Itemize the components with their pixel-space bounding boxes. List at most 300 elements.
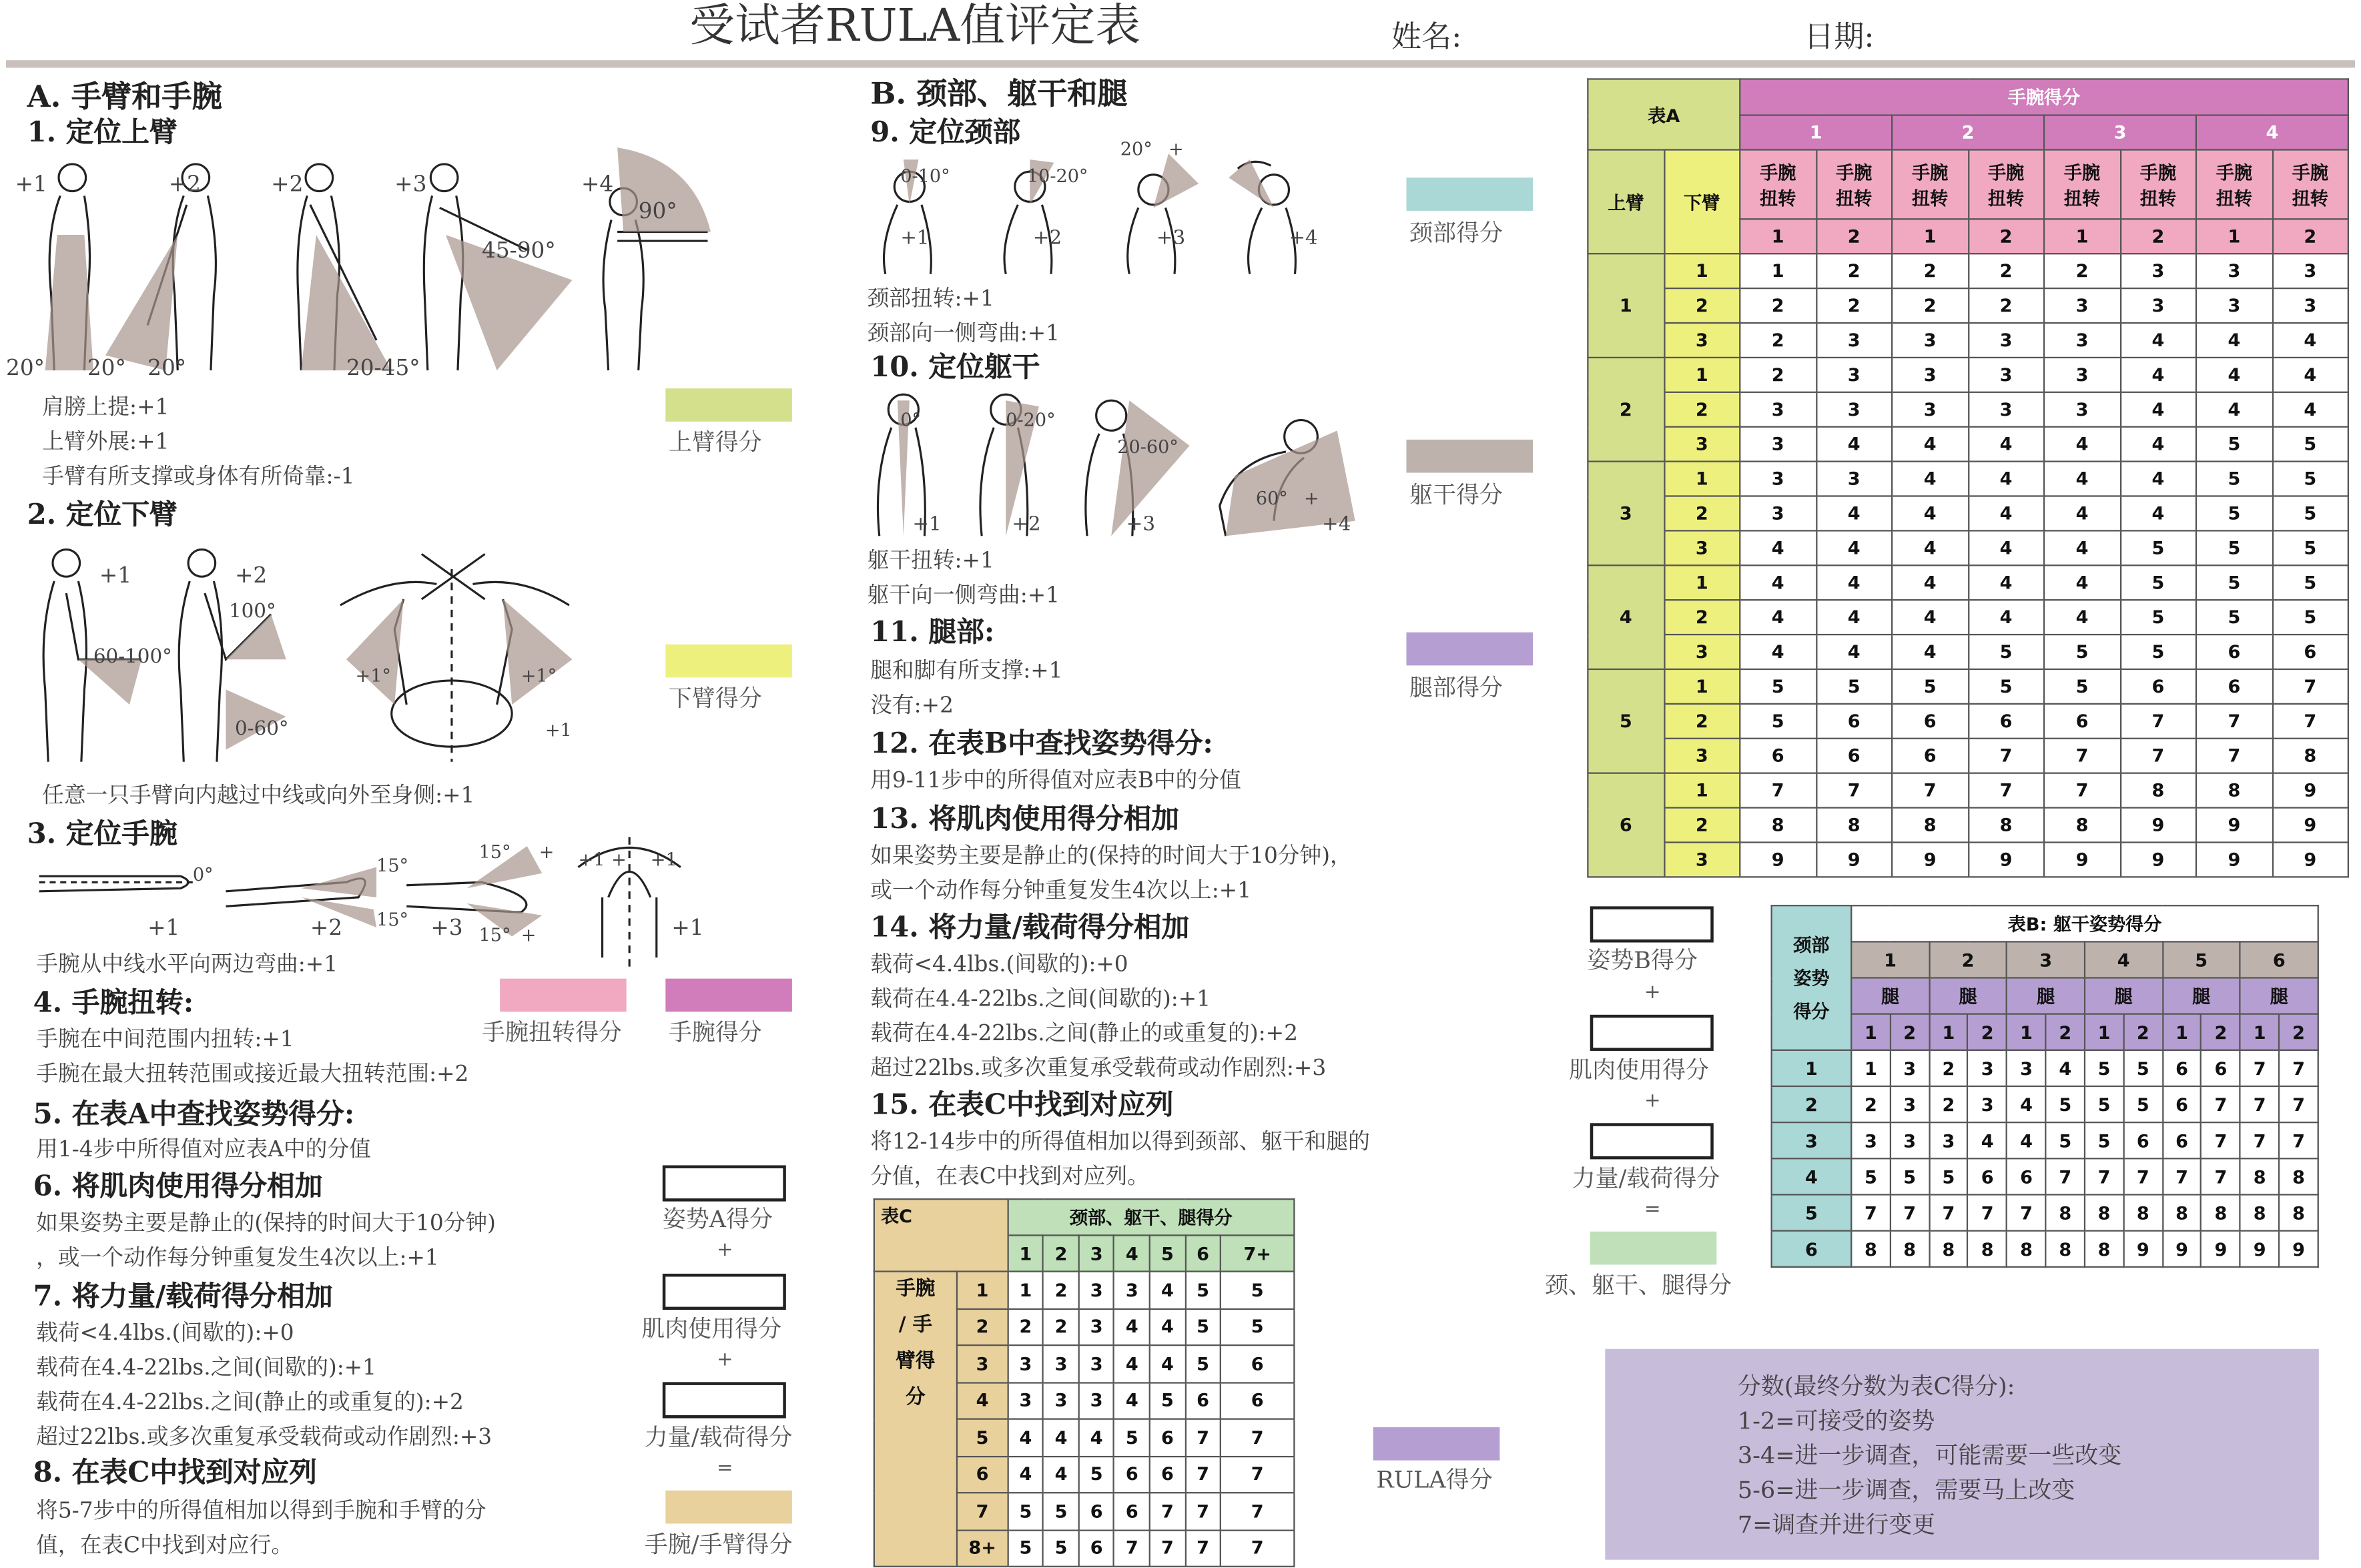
force-b-score-box[interactable] [1590, 1123, 1714, 1159]
neck-trunk-leg-score-label: 颈、躯干、腿得分 [1545, 1272, 1732, 1300]
calc-b-plus-1: + [1644, 982, 1661, 1005]
twist-line-1: 手腕 [2139, 161, 2177, 183]
table-c-title: 表C [874, 1199, 1008, 1271]
table-b-cell: 7 [1968, 1194, 2007, 1230]
posture-b-score-label: 姿势B得分 [1587, 947, 1698, 974]
table-b-cell: 7 [2240, 1122, 2279, 1158]
table-b-cell: 7 [2162, 1158, 2201, 1194]
table-b-neck-value: 4 [1772, 1158, 1852, 1194]
table-b-cell: 1 [1851, 1050, 1890, 1086]
posture-b-score-box[interactable] [1590, 906, 1714, 942]
wrist-plus-3: + [611, 849, 627, 871]
table-a [1587, 78, 2349, 877]
table-b-leg-col: 2 [1891, 1014, 1929, 1050]
table-a-lower-arm-value: 1 [1664, 254, 1740, 288]
table-a-twist-header [1816, 150, 1892, 220]
table-b-cell: 3 [1968, 1086, 2007, 1122]
table-a-cell: 2 [1892, 288, 1968, 323]
step15-note-2: 分值，在表C中找到对应列。 [870, 1165, 1149, 1190]
table-b-cell: 6 [2007, 1158, 2045, 1194]
leg-note-1: 腿和脚有所支撑:+1 [870, 659, 1063, 684]
table-c-cell: 4 [1150, 1345, 1185, 1382]
table-a-cell: 3 [1740, 496, 1816, 530]
table-b-cell: 7 [2279, 1122, 2318, 1158]
table-a-cell: 3 [2196, 254, 2272, 288]
step5-note: 用1-4步中所得值对应表A中的分值 [36, 1138, 371, 1162]
table-b-cell: 5 [2123, 1050, 2162, 1086]
table-c-cell: 5 [1079, 1456, 1114, 1493]
table-a-cell: 8 [2196, 773, 2272, 808]
table-a-cell: 4 [1968, 565, 2044, 600]
trunk-score-2: +2 [1012, 513, 1041, 536]
table-a-cell: 3 [2120, 254, 2196, 288]
table-b-leg-col: 1 [1929, 1014, 1968, 1050]
table-a-cell: 9 [1816, 842, 1892, 877]
table-a-cell: 5 [2196, 496, 2272, 530]
step14-note-1: 载荷<4.4lbs.(间歇的):+0 [870, 953, 1128, 977]
table-a-cell: 7 [2196, 704, 2272, 739]
table-a-cell: 3 [2044, 358, 2120, 392]
force-b-score-label: 力量/载荷得分 [1572, 1165, 1720, 1193]
table-a-cell: 5 [2044, 635, 2120, 669]
table-a-cell: 7 [1968, 739, 2044, 773]
table-c-cell: 5 [1008, 1493, 1043, 1529]
table-c-header: 颈部、躯干、腿得分 [1008, 1199, 1294, 1235]
table-c-cell: 4 [1008, 1419, 1043, 1456]
calc-a-plus-1: + [717, 1239, 733, 1262]
table-a-twist-header [2120, 150, 2196, 220]
table-a-cell: 7 [2044, 739, 2120, 773]
table-a-lower-arm-value: 2 [1664, 496, 1740, 530]
table-a-upper-arm-value: 5 [1588, 669, 1664, 773]
table-a-cell: 5 [2272, 496, 2348, 530]
table-a-twist-header [1968, 150, 2044, 220]
table-b-trunk-col: 6 [2240, 941, 2318, 977]
step6-note-2: ，或一个动作每分钟重复发生4次以上:+1 [36, 1246, 439, 1271]
table-c-col: 5 [1150, 1235, 1185, 1271]
table-a-cell: 6 [1816, 704, 1892, 739]
table-a-cell: 6 [2196, 669, 2272, 704]
table-c-cell: 6 [1079, 1530, 1114, 1567]
muscle-b-score-label: 肌肉使用得分 [1569, 1056, 1710, 1084]
table-c-cell: 7 [1221, 1493, 1294, 1529]
lower-arm-angle-3: 0-60° [234, 718, 289, 741]
table-a-lower-arm-value: 1 [1664, 565, 1740, 600]
table-a-wrist-col: 3 [2044, 115, 2196, 150]
table-a-cell: 9 [2196, 842, 2272, 877]
table-a-cell: 4 [2044, 427, 2120, 462]
table-b-cell: 5 [1929, 1158, 1968, 1194]
table-c-col: 7+ [1221, 1235, 1294, 1271]
neck-figures [858, 139, 1355, 278]
table-b-title: 表B: 躯干姿势得分 [1851, 905, 2318, 941]
table-b-cell: 5 [2085, 1122, 2123, 1158]
table-a-lower-arm-value: 1 [1664, 462, 1740, 496]
twist-line-2: 扭转 [2063, 187, 2101, 209]
table-b-cell: 8 [1968, 1231, 2007, 1267]
table-a-cell: 4 [1968, 496, 2044, 530]
table-a-cell: 5 [2196, 600, 2272, 635]
lower-arm-score-label: 下臂得分 [668, 685, 762, 713]
muscle-a-score-label: 肌肉使用得分 [641, 1316, 782, 1343]
step15-title: 15. 在表C中找到对应列 [870, 1090, 1174, 1122]
table-a-twist-header [2196, 150, 2272, 220]
table-a-cell: 3 [1740, 392, 1816, 427]
table-a-cell: 5 [2044, 669, 2120, 704]
table-a-twist-header [2044, 150, 2120, 220]
twist-line-1: 手腕 [1760, 161, 1796, 183]
table-a-cell: 4 [1816, 600, 1892, 635]
table-b-neck-line-3: 得分 [1793, 1000, 1830, 1022]
table-a-cell: 5 [1968, 635, 2044, 669]
neck-angle-2: 10-20° [1026, 165, 1088, 187]
table-b-cell: 8 [2046, 1231, 2085, 1267]
neck-score-3: +3 [1156, 227, 1186, 250]
table-a-cell: 5 [1740, 704, 1816, 739]
table-b-cell: 8 [2240, 1194, 2279, 1230]
step12-title: 12. 在表B中查找姿势得分: [870, 729, 1213, 761]
table-a-cell: 1 [1740, 254, 1816, 288]
table-a-cell: 3 [2044, 392, 2120, 427]
table-b-leg-header: 腿 [2162, 978, 2240, 1014]
wrist-score-2: +2 [310, 917, 343, 941]
table-a-cell: 3 [1816, 392, 1892, 427]
trunk-score-swatch[interactable] [1406, 440, 1533, 473]
table-a-cell: 3 [2044, 288, 2120, 323]
table-a-cell: 4 [1740, 600, 1816, 635]
leg-score-swatch[interactable] [1406, 633, 1533, 666]
table-a-cell: 9 [2272, 842, 2348, 877]
table-a-wrist-col: 1 [1740, 115, 1892, 150]
table-a-cell: 4 [2272, 358, 2348, 392]
step15-note-1: 将12-14步中的所得值相加以得到颈部、躯干和腿的 [870, 1130, 1370, 1155]
table-b-cell: 7 [2085, 1158, 2123, 1194]
table-a-cell: 6 [2196, 635, 2272, 669]
table-c [874, 1198, 1295, 1567]
table-row [1588, 669, 2348, 704]
upper-arm-score-swatch[interactable] [665, 388, 792, 422]
table-c-cell: 6 [1185, 1382, 1221, 1419]
calc-a-plus-2: + [717, 1348, 733, 1372]
step7-note-3: 载荷在4.4-22lbs.之间(静止的或重复的):+2 [36, 1391, 464, 1416]
table-c-cell: 3 [1008, 1382, 1043, 1419]
table-a-lower-arm-header: 下臂 [1664, 150, 1740, 254]
wrist-arm-score-swatch[interactable] [665, 1491, 792, 1524]
upper-arm-angle-2: 20° [87, 356, 126, 381]
table-b-cell: 3 [2007, 1050, 2045, 1086]
upper-arm-note-3: 手臂有所支撑或身体有所倚靠:-1 [42, 465, 355, 490]
table-c-cell: 5 [1221, 1272, 1294, 1308]
table-a-cell: 3 [2272, 254, 2348, 288]
step8-note-2: 值，在表C中找到对应行。 [36, 1534, 294, 1559]
table-a-twist-header [1740, 150, 1816, 220]
table-a-lower-arm-value: 3 [1664, 323, 1740, 358]
step9-title: 9. 定位颈部 [870, 117, 1021, 149]
neck-score-1: +1 [900, 227, 930, 250]
table-a-cell: 4 [1968, 600, 2044, 635]
table-a-cell: 5 [2196, 462, 2272, 496]
wrist-twist-score-swatch[interactable] [500, 979, 627, 1012]
table-row [1588, 530, 2348, 565]
force-a-score-box[interactable] [663, 1382, 786, 1418]
date-label: 日期: [1804, 18, 1875, 55]
table-b-cell: 5 [2085, 1050, 2123, 1086]
table-a-cell: 2 [1740, 358, 1816, 392]
neck-score-4: +4 [1289, 227, 1318, 250]
step6-title: 6. 将肌肉使用得分相加 [33, 1171, 323, 1203]
table-a-cell: 8 [2272, 739, 2348, 773]
table-b-cell: 7 [1891, 1194, 1929, 1230]
table-a-cell: 9 [2044, 842, 2120, 877]
table-b-cell: 4 [2007, 1086, 2045, 1122]
wrist-score-label: 手腕得分 [668, 1019, 762, 1047]
wrist-angle-4: 15° [478, 841, 511, 863]
table-row [1588, 254, 2348, 288]
table-a-cell: 8 [1892, 808, 1968, 843]
section-b-title: B. 颈部、躯干和腿 [870, 75, 1128, 111]
table-a-cell: 3 [2044, 323, 2120, 358]
table-a-cell: 5 [2120, 600, 2196, 635]
side-line: 手腕 [896, 1278, 936, 1301]
date-field[interactable] [1891, 12, 2192, 51]
wrist-score-swatch[interactable] [665, 979, 792, 1012]
table-c-row-value: 8+ [957, 1530, 1008, 1567]
scoring-item-3: 5-6=进一步调查，需要马上改变 [1737, 1477, 2075, 1505]
table-b-cell: 7 [2240, 1050, 2279, 1086]
table-a-lower-arm-value: 2 [1664, 600, 1740, 635]
table-b-leg-header: 腿 [1851, 978, 1929, 1014]
table-c-cell: 7 [1185, 1530, 1221, 1567]
table-c-cell: 5 [1150, 1382, 1185, 1419]
table-b-cell: 7 [2202, 1158, 2240, 1194]
table-a-cell: 4 [2044, 600, 2120, 635]
table-a-cell: 4 [1740, 635, 1816, 669]
scoring-title: 分数(最终分数为表C得分): [1737, 1373, 2015, 1401]
lower-arm-score-swatch[interactable] [665, 645, 792, 678]
section-a-title: A. 手臂和手腕 [27, 78, 222, 115]
step7-note-4: 超过22lbs.或多次重复承受载荷或动作剧烈:+3 [36, 1425, 492, 1450]
wrist-twist-note-2: 手腕在最大扭转范围或接近最大扭转范围:+2 [36, 1063, 469, 1088]
upper-arm-score-label: 上臂得分 [668, 429, 762, 456]
table-c-cell: 6 [1114, 1456, 1150, 1493]
table-a-cell: 2 [1816, 254, 1892, 288]
table-a-cell: 5 [2120, 530, 2196, 565]
table-row [1588, 323, 2348, 358]
table-a-twist-col: 2 [2120, 219, 2196, 254]
table-a-cell: 9 [2196, 808, 2272, 843]
scoring-item-2: 3-4=进一步调查，可能需要一些改变 [1737, 1442, 2122, 1470]
muscle-b-score-box[interactable] [1590, 1015, 1714, 1051]
table-b-cell: 3 [1968, 1050, 2007, 1086]
trunk-score-3: +3 [1126, 513, 1156, 536]
table-a-cell: 7 [2120, 704, 2196, 739]
table-a-twist-header [1892, 150, 1968, 220]
table-a-cell: 6 [2272, 635, 2348, 669]
table-a-cell: 6 [2044, 704, 2120, 739]
twist-line-1: 手腕 [1987, 161, 2025, 183]
page-title: 受试者RULA值评定表 [689, 0, 1141, 53]
table-a-cell: 4 [2120, 323, 2196, 358]
table-a-upper-arm-value: 4 [1588, 565, 1664, 669]
table-c-cell: 7 [1114, 1530, 1150, 1567]
table-c-cell: 7 [1221, 1530, 1294, 1567]
scoring-item-1: 1-2=可接受的姿势 [1737, 1407, 1935, 1435]
wrist-note: 手腕从中线水平向两边弯曲:+1 [36, 953, 338, 977]
table-b-leg-header: 腿 [2007, 978, 2085, 1014]
table-a-cell: 4 [2272, 323, 2348, 358]
wrist-angle-2: 15° [376, 855, 409, 877]
table-c-col: 4 [1114, 1235, 1150, 1271]
table-a-twist-col: 1 [1740, 219, 1816, 254]
table-c-cell: 6 [1221, 1382, 1294, 1419]
table-c-col: 3 [1079, 1235, 1114, 1271]
table-c-cell: 7 [1185, 1456, 1221, 1493]
table-c-col: 2 [1043, 1235, 1078, 1271]
table-a-cell: 3 [1816, 323, 1892, 358]
table-c-cell: 3 [1079, 1308, 1114, 1345]
table-b-cell: 7 [1929, 1194, 1968, 1230]
table-b-leg-col: 2 [2046, 1014, 2085, 1050]
table-a-cell: 5 [2272, 462, 2348, 496]
table-a-cell: 6 [1968, 704, 2044, 739]
wrist-angle-1: 0° [192, 864, 214, 885]
table-a-lower-arm-value: 2 [1664, 392, 1740, 427]
calc-a-equals: = [717, 1457, 733, 1481]
table-b-cell: 5 [2046, 1086, 2085, 1122]
posture-a-score-box[interactable] [663, 1165, 786, 1201]
table-a-cell: 2 [1892, 254, 1968, 288]
table-b-trunk-col: 3 [2007, 941, 2085, 977]
table-b-leg-col: 2 [2202, 1014, 2240, 1050]
wrist-twist-note-1: 手腕在中间范围内扭转:+1 [36, 1028, 294, 1053]
table-row [1588, 392, 2348, 427]
table-b-cell: 7 [2202, 1086, 2240, 1122]
table-row [1588, 739, 2348, 773]
upper-arm-angle-1: 20° [6, 356, 45, 381]
table-a-upper-arm-value: 1 [1588, 254, 1664, 358]
table-b-cell: 5 [1891, 1158, 1929, 1194]
table-c-cell: 7 [1185, 1419, 1221, 1456]
table-c-cell: 6 [1221, 1345, 1294, 1382]
trunk-angle-4: 60° [1255, 488, 1288, 509]
table-b-cell: 3 [1891, 1086, 1929, 1122]
table-b-cell: 8 [2279, 1158, 2318, 1194]
step8-title: 8. 在表C中找到对应列 [33, 1457, 317, 1489]
table-a-lower-arm-value: 3 [1664, 842, 1740, 877]
table-a-cell: 3 [1816, 358, 1892, 392]
side-line: 分 [906, 1387, 926, 1409]
lower-arm-score-4: +1° [521, 665, 557, 687]
table-a-cell: 3 [1816, 462, 1892, 496]
upper-arm-score-4: +3 [394, 173, 427, 198]
table-a-cell: 4 [1892, 565, 1968, 600]
trunk-note-2: 躯干向一侧弯曲:+1 [867, 584, 1060, 609]
table-c-cell: 3 [1043, 1345, 1078, 1382]
wrist-score-3: +3 [430, 917, 463, 941]
posture-a-score-label: 姿势A得分 [662, 1206, 773, 1233]
name-label: 姓名: [1391, 18, 1462, 55]
table-b-neck-value: 6 [1772, 1231, 1852, 1267]
step14-note-3: 载荷在4.4-22lbs.之间(静止的或重复的):+2 [870, 1022, 1298, 1047]
upper-arm-angle-5: 45-90° [482, 239, 556, 264]
table-a-lower-arm-value: 3 [1664, 739, 1740, 773]
table-c-cell: 3 [1043, 1382, 1078, 1419]
table-a-cell: 3 [1968, 323, 2044, 358]
table-b-leg-col: 2 [2279, 1014, 2318, 1050]
table-b-neck-header [1772, 905, 1852, 1050]
table-b-neck-value: 2 [1772, 1086, 1852, 1122]
table-a-cell: 5 [1816, 669, 1892, 704]
table-a-upper-arm-value: 3 [1588, 462, 1664, 566]
table-a-cell: 3 [1892, 392, 1968, 427]
table-a-cell: 5 [2272, 565, 2348, 600]
table-a-cell: 9 [2120, 808, 2196, 843]
table-b-cell: 9 [2162, 1231, 2201, 1267]
table-a-cell: 3 [1892, 323, 1968, 358]
wrist-angle-3: 15° [376, 909, 409, 931]
table-b-cell: 7 [2202, 1122, 2240, 1158]
table-b-neck-line-2: 姿势 [1793, 967, 1830, 989]
table-a-twist-col: 2 [2272, 219, 2348, 254]
table-row [1588, 842, 2348, 877]
table-b-cell: 8 [2046, 1194, 2085, 1230]
table-a-cell: 2 [1740, 288, 1816, 323]
step13-note-2: 或一个动作每分钟重复发生4次以上:+1 [870, 879, 1252, 903]
table-c-cell: 4 [1150, 1272, 1185, 1308]
table-row [1588, 773, 2348, 808]
neck-note-2: 颈部向一侧弯曲:+1 [867, 322, 1060, 346]
table-a-cell: 7 [1816, 773, 1892, 808]
rula-score-swatch[interactable] [1373, 1427, 1500, 1461]
table-a-upper-arm-header: 上臂 [1588, 150, 1664, 254]
twist-line-2: 扭转 [2292, 187, 2328, 209]
name-field[interactable] [1483, 12, 1754, 51]
table-a-cell: 4 [2044, 496, 2120, 530]
table-a-cell: 4 [1892, 635, 1968, 669]
table-b-cell: 7 [2279, 1086, 2318, 1122]
wrist-plus-2: + [521, 924, 537, 946]
table-a-twist-col: 1 [2196, 219, 2272, 254]
table-a-cell: 4 [1892, 530, 1968, 565]
table-b-cell: 8 [2007, 1231, 2045, 1267]
table-b-cell: 9 [2202, 1231, 2240, 1267]
neck-score-swatch[interactable] [1406, 177, 1533, 211]
table-c-col: 1 [1008, 1235, 1043, 1271]
table-b-leg-col: 1 [2085, 1014, 2123, 1050]
table-c-cell: 5 [1185, 1345, 1221, 1382]
muscle-a-score-box[interactable] [663, 1274, 786, 1310]
neck-trunk-leg-score-swatch[interactable] [1590, 1232, 1717, 1265]
table-b-cell: 6 [2123, 1122, 2162, 1158]
table-b-cell: 2 [1851, 1086, 1890, 1122]
twist-line-2: 扭转 [1987, 187, 2025, 209]
upper-arm-figures [0, 145, 723, 386]
table-c-cell: 5 [1043, 1493, 1078, 1529]
table-b-cell: 8 [1929, 1231, 1968, 1267]
table-b-cell: 6 [2202, 1050, 2240, 1086]
table-a-wrist-col: 2 [1892, 115, 2044, 150]
table-b-cell: 3 [1891, 1050, 1929, 1086]
table-a-cell: 4 [2044, 565, 2120, 600]
table-a-cell: 8 [1968, 808, 2044, 843]
side-line: / 手 [898, 1314, 933, 1337]
step13-title: 13. 将肌肉使用得分相加 [870, 803, 1180, 836]
wrist-arm-score-label: 手腕/手臂得分 [644, 1531, 793, 1559]
table-a-cell: 8 [1740, 808, 1816, 843]
twist-line-2: 扭转 [1760, 187, 1796, 209]
table-a-cell: 7 [2044, 773, 2120, 808]
lower-arm-angle-2: 100° [228, 601, 276, 624]
